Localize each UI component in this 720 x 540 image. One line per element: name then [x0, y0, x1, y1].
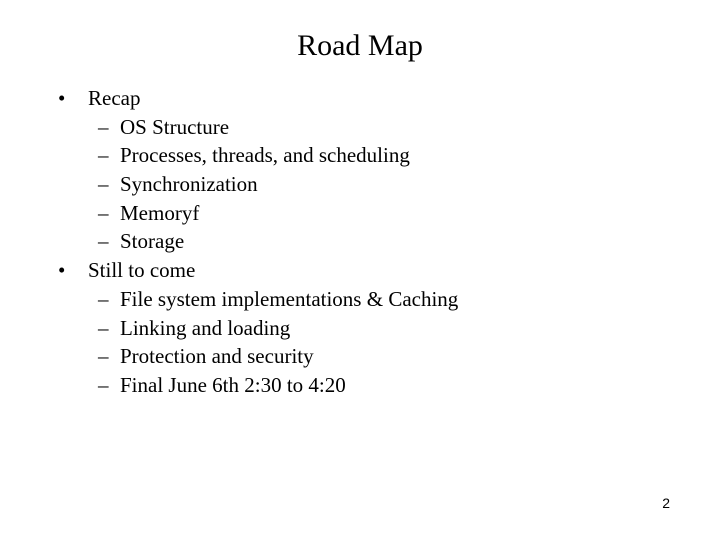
bullet-item-recap: [58, 84, 678, 113]
sub-bullet-text: Synchronization: [120, 172, 258, 197]
sub-bullet-text: Storage: [120, 229, 185, 254]
dash-marker: –: [98, 172, 109, 197]
sub-bullet-item: [58, 371, 678, 400]
sub-bullet-text: Processes, threads, and scheduling: [120, 143, 410, 168]
slide-title: Road Map: [297, 29, 423, 62]
sub-bullet-item: [58, 342, 678, 371]
bullet-label: Still to come: [88, 258, 196, 283]
sub-bullet-item: [58, 285, 678, 314]
sub-bullet-text: Linking and loading: [120, 315, 291, 340]
bullet-item-still-to-come: [58, 256, 678, 285]
dash-marker: –: [98, 229, 109, 254]
sub-bullet-text: Memoryf: [120, 200, 200, 225]
sub-bullet-text: Protection and security: [120, 344, 314, 369]
dash-marker: –: [98, 143, 109, 168]
bullet-marker: •: [58, 258, 66, 283]
sub-bullet-text: File system implementations & Caching: [120, 286, 459, 311]
sub-bullet-item: [58, 199, 678, 228]
sub-bullet-item: [58, 113, 678, 142]
dash-marker: –: [98, 344, 109, 369]
page-number: 2: [662, 495, 670, 511]
sub-bullet-text: Final June 6th 2:30 to 4:20: [120, 372, 346, 397]
slide-body: [58, 84, 678, 400]
sub-bullet-text: OS Structure: [120, 114, 230, 139]
sub-bullet-item: [58, 227, 678, 256]
sub-bullet-item: [58, 314, 678, 343]
dash-marker: –: [98, 315, 109, 340]
sub-bullet-item: [58, 170, 678, 199]
dash-marker: –: [98, 372, 109, 397]
dash-marker: –: [98, 286, 109, 311]
dash-marker: –: [98, 114, 109, 139]
bullet-label: Recap: [88, 86, 141, 110]
sub-bullet-item: [58, 141, 678, 170]
dash-marker: –: [98, 200, 109, 225]
bullet-marker: •: [58, 86, 66, 110]
